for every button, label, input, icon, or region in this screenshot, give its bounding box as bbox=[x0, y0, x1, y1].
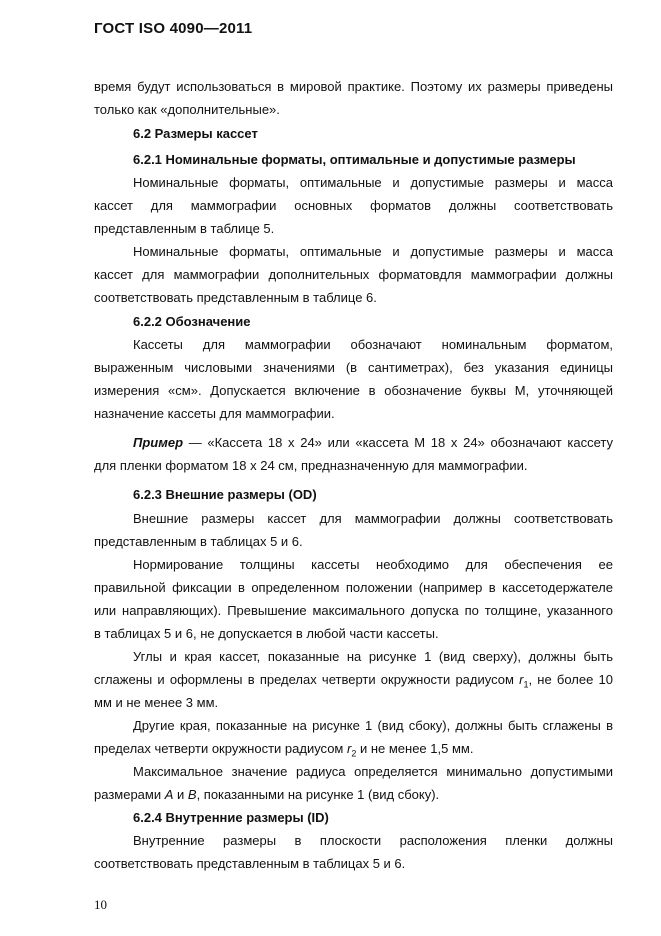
italic-symbol: r bbox=[519, 672, 524, 687]
text-line: в таблицах 5 и 6, не допускается в любой части кассеты. bbox=[94, 626, 439, 641]
text-line: представленным в таблице 5. bbox=[94, 221, 275, 236]
text-line: Кассеты для маммографии обозначают номинальным форматом, bbox=[133, 337, 613, 352]
text-line: время будут использоваться в мировой практике. Поэтому их размеры приведены bbox=[94, 79, 613, 94]
text-line: выраженным числовыми значениями (в сантиметрах), без указания единицы bbox=[94, 360, 613, 375]
document-header: ГОСТ ISO 4090—2011 bbox=[94, 20, 253, 37]
text-line: кассет для маммографии дополнительных форматовдля маммографии должны bbox=[94, 267, 613, 282]
text-line: назначение кассеты для маммографии. bbox=[94, 406, 335, 421]
subscript: 2 bbox=[351, 748, 357, 759]
text-span: , показанными на рисунке 1 (вид сбоку). bbox=[196, 787, 440, 802]
example-line bbox=[133, 435, 613, 451]
subscript: 1 bbox=[523, 679, 529, 690]
text-span: и bbox=[173, 787, 188, 802]
text-line: Другие края, показанные на рисунке 1 (вид сбоку), должны быть сглажены в bbox=[133, 718, 613, 733]
text-line bbox=[94, 672, 613, 693]
text-line: Нормирование толщины кассеты необходимо для обеспечения ее bbox=[133, 557, 613, 572]
text-line: мм и не менее 3 мм. bbox=[94, 695, 219, 710]
text-span: и не менее 1,5 мм. bbox=[356, 741, 474, 756]
text-line: или направляющих). Превышение максимального допуска по толщине, указанного bbox=[94, 603, 613, 618]
text-line: Номинальные форматы, оптимальные и допустимые размеры и масса bbox=[133, 244, 613, 259]
text-line: для пленки форматом 18 x 24 см, предназначенную для маммографии. bbox=[94, 458, 528, 473]
text-line: Углы и края кассет, показанные на рисунке 1 (вид сверху), должны быть bbox=[133, 649, 613, 664]
text-line: Внешние размеры кассет для маммографии должны соответствовать bbox=[133, 511, 613, 526]
subsection-heading: 6.2.3 Внешние размеры (OD) bbox=[133, 487, 317, 502]
text-line bbox=[94, 787, 613, 803]
text-line bbox=[94, 741, 613, 762]
text-line: только как «дополнительные». bbox=[94, 102, 280, 117]
italic-symbol: A bbox=[164, 787, 174, 802]
text-line: представленным в таблицах 5 и 6. bbox=[94, 534, 303, 549]
section-heading: 6.2 Размеры кассет bbox=[133, 126, 258, 141]
text-line: кассет для маммографии основных форматов должны соответствовать bbox=[94, 198, 613, 213]
text-line: правильной фиксации в определенном положении (например в кассетодержателе bbox=[94, 580, 613, 595]
text-span: пределах четверти окружности радиусом bbox=[94, 741, 347, 756]
text-span: размерами bbox=[94, 787, 165, 802]
text-span: , не более 10 bbox=[528, 672, 613, 687]
text-line: соответствовать представленным в таблицах 5 и 6. bbox=[94, 856, 406, 871]
page-number: 10 bbox=[94, 897, 107, 912]
subsection-heading: 6.2.1 Номинальные форматы, оптимальные и допустимые размеры bbox=[133, 152, 576, 167]
text-line: измерения «см». Допускается включение в обозначение буквы М, уточняющей bbox=[94, 383, 613, 398]
italic-symbol: r bbox=[346, 741, 352, 756]
text-line: Номинальные форматы, оптимальные и допустимые размеры и масса bbox=[133, 175, 613, 190]
subsection-heading: 6.2.2 Обозначение bbox=[133, 314, 251, 329]
text-line: Максимальное значение радиуса определяется минимально допустимыми bbox=[133, 764, 613, 779]
text-line: соответствовать представленным в таблице 6. bbox=[94, 290, 377, 305]
subsection-heading: 6.2.4 Внутренние размеры (ID) bbox=[133, 810, 329, 825]
example-label: Пример bbox=[133, 435, 184, 450]
example-text: — «Кассета 18 x 24» или «кассета М 18 x 24» обозначают кассету bbox=[183, 435, 613, 450]
italic-symbol: B bbox=[187, 787, 197, 802]
text-line: Внутренние размеры в плоскости расположения пленки должны bbox=[133, 833, 613, 848]
text-span: сглажены и оформлены в пределах четверти окружности радиусом bbox=[94, 672, 520, 687]
